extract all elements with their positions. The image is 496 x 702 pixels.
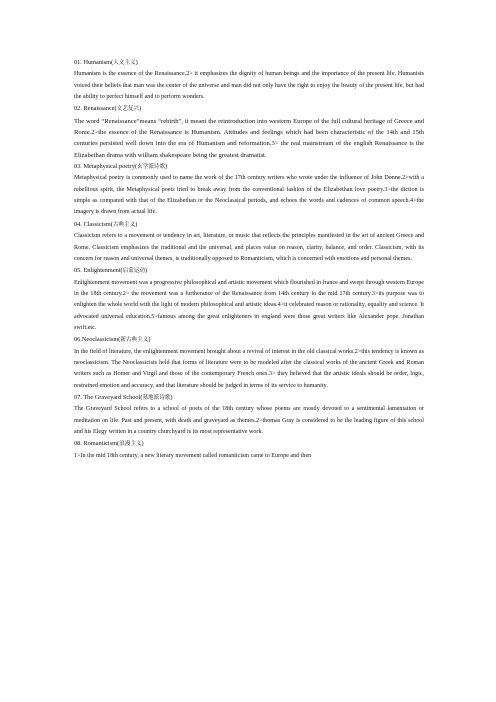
heading-chinese: 人文主义 [113, 60, 136, 66]
heading-chinese: 玄学派诗歌 [137, 164, 166, 171]
section-renaissance [74, 103, 424, 161]
heading-text: 08. Romanticism( [74, 440, 120, 448]
heading-close: ) [135, 220, 138, 228]
section-heading [74, 392, 424, 404]
document-page [74, 57, 424, 462]
section-heading [74, 265, 424, 277]
section-humanism [74, 57, 424, 103]
section-body: Metaphysical poetry is commonly used to name the work of the 17th century writers who wrote under the influence of John Donne.2>with a rebellious spirit, the Metaphysical poets tried to break away from the conventional fashion of the Elizabethan love poetry.3>the diction is simple as compared with that of the Elizabethan or the Neoclassical periods, and echoes the words and cadences of common speech.4>the imagery is drawn from actual life. [74, 175, 424, 216]
section-body: In the field of literature, the enlightenment movement brought about a revival of interest in the old classical works.2>this tendency is known as neoclassicism. The Neoclassicists held that forms of literature were to be modeled after the classical works of the ancient Greek and Roman writers such as Homer and Virgil and those of the contemporary French ones.3> they believed that the artistic ideals should be order, logic, restrained emotion and accuracy, and that literature should be judged in terms of its service to humanity. [74, 348, 424, 389]
heading-chinese: 启蒙运动 [122, 268, 146, 275]
section-enlightenment [74, 265, 424, 334]
section-romanticism [74, 438, 424, 462]
section-body: 1>In the mid 18th century, a new literary movement called romanticism came to Europe and then [74, 452, 312, 459]
section-graveyard-school [74, 392, 424, 438]
heading-chinese: 古典主义 [112, 221, 136, 228]
heading-chinese: 文艺复兴 [116, 106, 140, 113]
heading-close: ) [135, 59, 138, 66]
section-heading [74, 219, 424, 231]
heading-text: 04. Classicism( [74, 220, 113, 228]
section-classicism [74, 219, 424, 265]
section-body: Enlightenment movement was a progressive philosophical and artistic movement which flourished in france and swept through western Europe in the 18th century.2> the movement was a furtherance of the Renaissance from 14th century to the mid 17th century.3>its purpose was to enlighten the whole world with the light of modern philosophical and artistic ideas.4>it celebrated reason or rationality, equality and science. It advocated universal education.5>famous among the great enlighteners in england were those great writers like Alexander pope. Jonathan swift.etc. [74, 279, 424, 331]
section-body: Humanism is the essence of the Renaissance.2> it emphasizes the dignity of human beings and the importance of the present life. Humanists voiced their beliefs that man was the center of the universe and man did not only have the right to enjoy the beauty of the present life, but had the ability to perfect himself and to perform wonders. [74, 71, 424, 101]
section-body: The word “Renaissance”means “rebirth”, it meant the reintroduction into westerm Europe of the full cultural heritage of Greece and Rome.2>the essence of the Renaissance is Humanism. Attitudes and feelings which had been characteristic of the 14th and 15th centuries persisted well down into the era of Humanism and reformation.3> the real mainstream of the english Renaissance is the Elizabethan drama with william shakespeare being the greatest dramatist. [74, 117, 424, 159]
section-heading [74, 161, 424, 173]
section-heading [74, 438, 424, 450]
heading-text: 02. Renaissance( [74, 105, 117, 113]
heading-text: 01. Humanism( [74, 59, 114, 66]
section-body: Classicism refers to a movement or tendency in art, literature, or music that reflects the principles manifested in the art of ancient Greece and Rome. Classicism emphasizes the traditional and the universal, and places value on reason, clarity, balance, and order. Classicism, with its concern for reason and universal themes, is traditionally opposed to Romanticism, which is concerned with emotions and personal themes. [74, 233, 424, 262]
heading-close: ) [145, 267, 148, 275]
heading-chinese: 墓地派诗歌 [142, 394, 171, 401]
heading-chinese: 新古典主义 [120, 337, 149, 344]
section-body: The Graveyard School refers to a school of poets of the 18th century whose poems are mostly devoted to a sentimental lamentation or meditation on life. Past and present, with death and graveyard as themes.2>thomas Gray is considered to be the leading figure of this school and his Elegy written in a country churchyard is its most representative work. [74, 406, 424, 435]
heading-close: ) [139, 105, 142, 113]
heading-close: ) [141, 440, 144, 448]
heading-text: 06.Neoclassicism( [74, 336, 121, 344]
heading-text: 07. The Graveyard School( [74, 393, 143, 401]
heading-text: 05. Enlightenment( [74, 267, 123, 275]
section-heading [74, 57, 424, 69]
section-heading [74, 103, 424, 115]
heading-text: 03. Metaphysical poetry( [74, 163, 138, 171]
heading-close: ) [148, 336, 151, 344]
section-heading [74, 334, 424, 346]
heading-chinese: 浪漫主义 [119, 441, 142, 448]
heading-close: ) [170, 393, 173, 401]
section-neoclassicism [74, 334, 424, 392]
heading-close: ) [165, 163, 168, 171]
section-metaphysical-poetry [74, 161, 424, 219]
